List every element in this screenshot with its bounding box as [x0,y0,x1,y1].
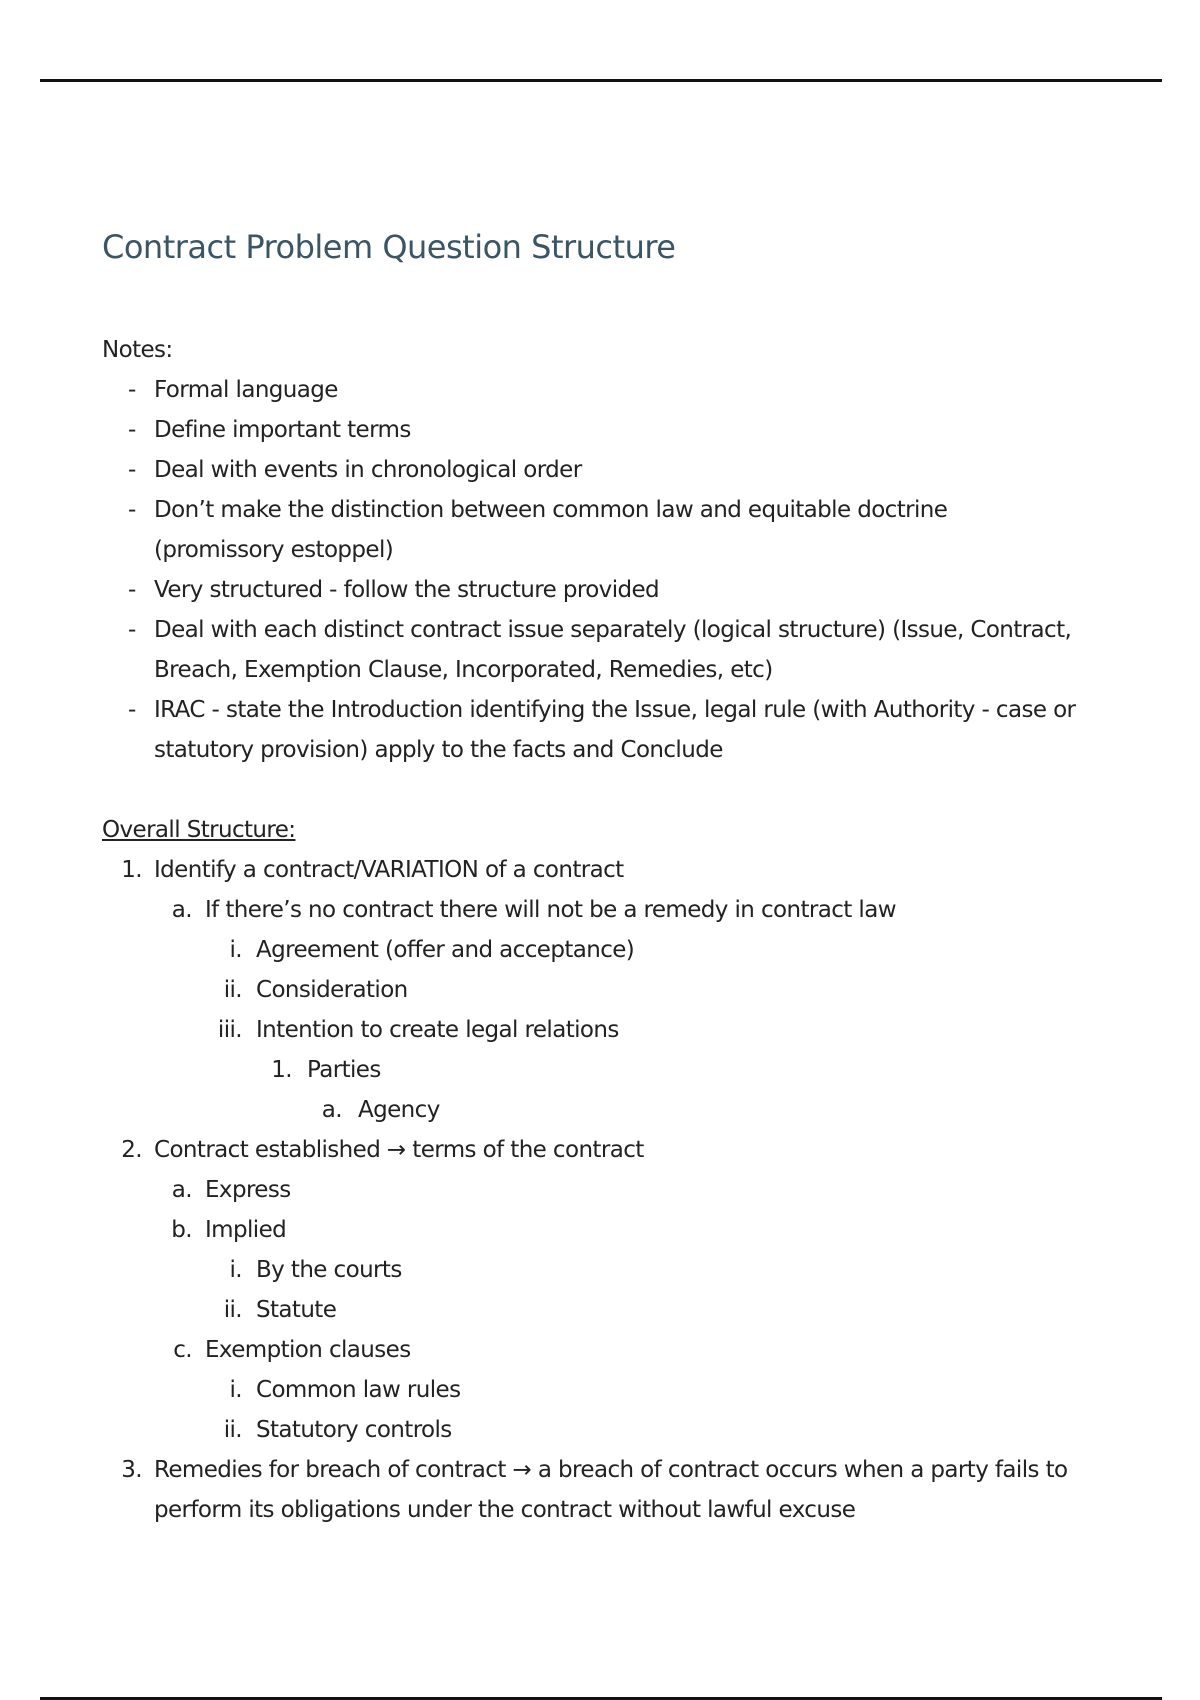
outline-item: ii. Consideration [223,977,408,1003]
outline-item: a. Express [171,1177,291,1203]
outline-item: 1. Identify a contract/VARIATION of a contract [121,857,624,883]
outline-item: i. Common law rules [229,1377,461,1403]
outline-item: i. By the courts [229,1257,402,1283]
outline-item: 2. Contract established → terms of the contract [121,1137,644,1163]
document-body [102,330,1082,1530]
outline-item: 1. Parties [271,1057,381,1083]
note-item: - Deal with each distinct contract issue separately (logical structure) (Issue, Contract, Breach, Exemption Clause, Incorporated, Remedies, etc) [128,617,1072,683]
outline-item: iii. Intention to create legal relations [217,1017,619,1043]
note-item: - Very structured - follow the structure provided [128,577,660,603]
note-item: - Deal with events in chronological order [128,457,582,483]
top-rule [40,79,1162,82]
overall-structure-label: Overall Structure: [102,817,296,843]
outline-item: ii. Statutory controls [223,1417,452,1443]
note-item: - Don’t make the distinction between common law and equitable doctrine (promissory estoppel) [128,497,948,563]
section-spacer [102,770,1082,810]
note-item: - Formal language [128,377,338,403]
outline-item: b. Implied [171,1217,287,1243]
document-title: Contract Problem Question Structure [102,228,676,266]
outline-item: 3. Remedies for breach of contract → a breach of contract occurs when a party fails to perform its obligations under the contract without lawful excuse [121,1457,1068,1523]
note-item: - Define important terms [128,417,411,443]
outline-item: ii. Statute [223,1297,337,1323]
note-item: - IRAC - state the Introduction identifying the Issue, legal rule (with Authority - case or statutory provision) apply to the facts and Conclude [128,697,1076,763]
outline-item: i. Agreement (offer and acceptance) [229,937,635,963]
outline-item: c. Exemption clauses [173,1337,411,1363]
outline-item: a. Agency [321,1097,440,1123]
outline-item: a. If there’s no contract there will not be a remedy in contract law [171,897,896,923]
notes-label: Notes: [102,337,173,363]
